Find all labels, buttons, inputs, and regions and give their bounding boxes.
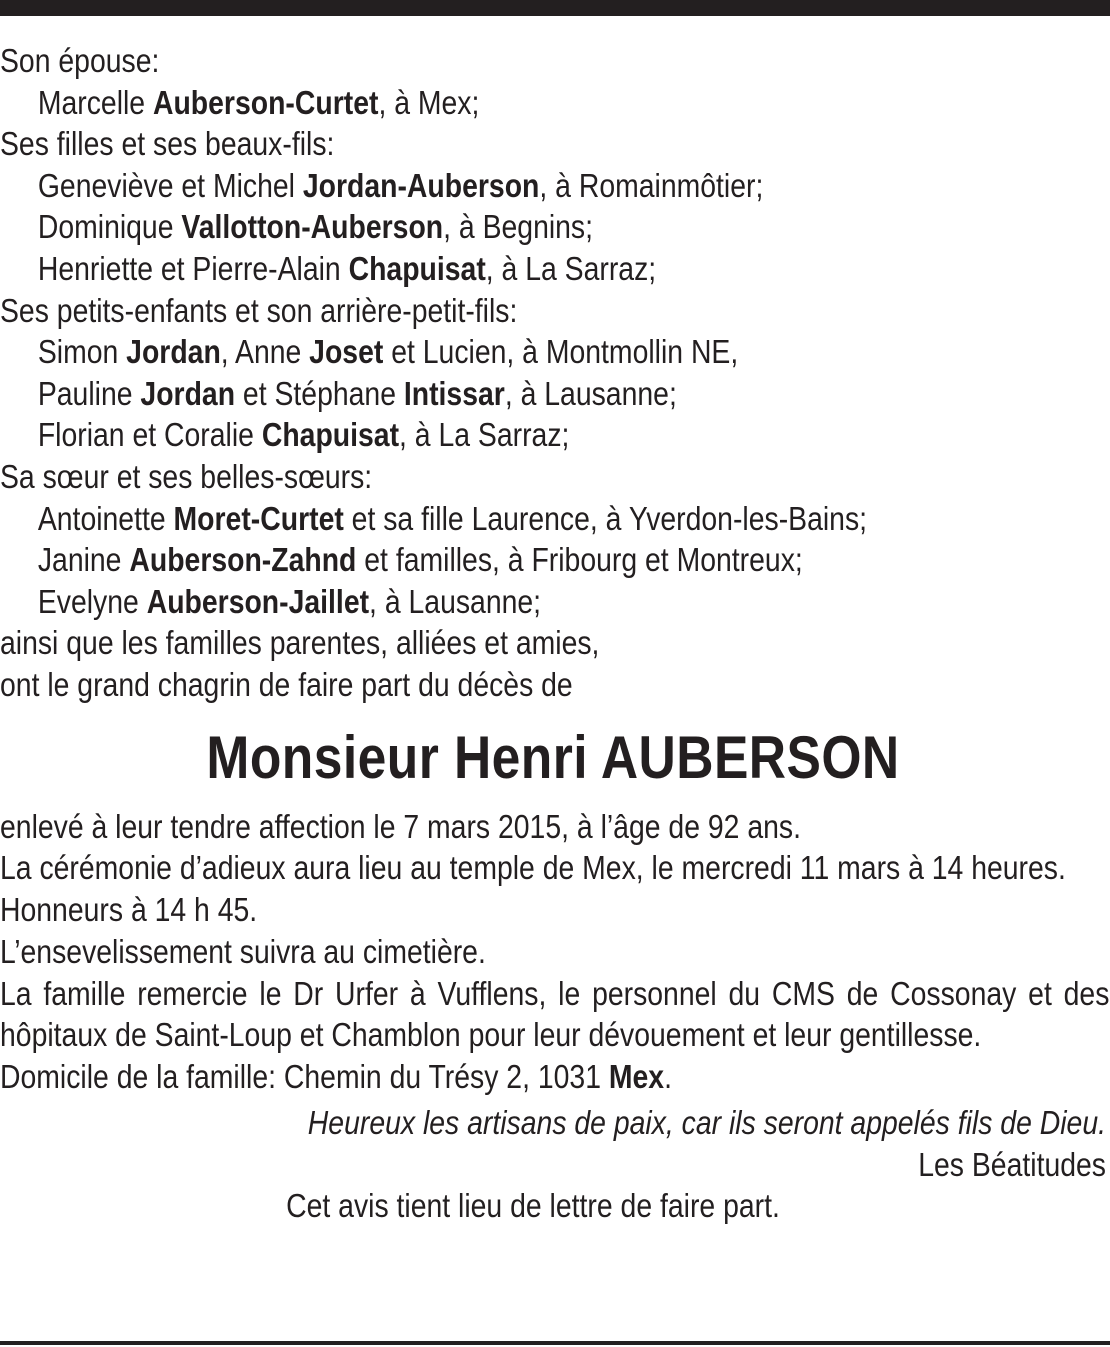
notice-line-text: Cet avis tient lieu de lettre de faire part. xyxy=(286,1187,780,1225)
family-heading: Ses filles et ses beaux-fils: xyxy=(0,125,335,163)
thanks-text: La famille remercie le Dr Urfer à Vufflens, le personnel du CMS de Cossonay et des hôpitaux de Saint-Loup et Chamblon pour leur dévouement et leur gentillesse. xyxy=(0,974,1110,1054)
family-text: , à La Sarraz; xyxy=(399,416,570,454)
burial-text: L’ensevelissement suivra au cimetière. xyxy=(0,932,486,970)
family-heading: ont le grand chagrin de faire part du décès de xyxy=(0,665,573,703)
family-entry xyxy=(0,331,951,373)
family-text: Evelyne xyxy=(37,582,147,620)
family-entry xyxy=(0,206,951,248)
quote-source-text: Les Béatitudes xyxy=(918,1145,1106,1183)
family-text: Antoinette xyxy=(37,499,174,537)
passing-text: enlevé à leur tendre affection le 7 mars 2015, à l’âge de 92 ans. xyxy=(0,807,801,845)
family-heading: Sa sœur et ses belles-sœurs: xyxy=(0,457,373,495)
family-surname: Vallotton-Auberson xyxy=(181,208,444,246)
family-entry xyxy=(0,539,951,581)
family-text: et familles, à Fribourg et Montreux; xyxy=(356,541,803,579)
family-heading: Ses petits-enfants et son arrière-petit-fils: xyxy=(0,291,518,329)
family-text: Pauline xyxy=(37,374,141,412)
top-rule xyxy=(0,0,1110,16)
family-entry xyxy=(0,498,951,540)
family-text: , à Begnins; xyxy=(443,208,594,246)
quote-source xyxy=(0,1144,1106,1186)
ceremony-text: La cérémonie d’adieux aura lieu au temple de Mex, le mercredi 11 mars à 14 heures. xyxy=(0,849,1066,887)
family-surname: Intissar xyxy=(403,374,505,412)
family-surname: Auberson-Curtet xyxy=(152,83,379,121)
family-entry xyxy=(0,165,951,207)
family-text: , à Mex; xyxy=(378,83,480,121)
family-entry xyxy=(0,414,951,456)
family-surname: Chapuisat xyxy=(261,416,400,454)
family-surname: Auberson-Zahnd xyxy=(129,541,357,579)
domicile-address: Domicile de la famille: Chemin du Trésy 2, 1031 xyxy=(0,1058,609,1096)
family-surname: Auberson-Jaillet xyxy=(146,582,370,620)
family-text: , à Lausanne; xyxy=(504,374,677,412)
family-text: Marcelle xyxy=(37,83,153,121)
domicile-text xyxy=(0,1056,1106,1098)
family-surname: Jordan xyxy=(140,374,236,412)
scripture-quote-text: Heureux les artisans de paix, car ils seront appelés fils de Dieu. xyxy=(307,1104,1106,1142)
family-text: , à Romainmôtier; xyxy=(539,166,764,204)
notice-line xyxy=(0,1185,1106,1227)
bottom-rule xyxy=(0,1341,1110,1345)
family-text: , à Lausanne; xyxy=(369,582,542,620)
family-surname: Jordan-Auberson xyxy=(302,166,540,204)
domicile-place: Mex xyxy=(608,1058,665,1096)
family-text: et sa fille Laurence, à Yverdon-les-Bains; xyxy=(343,499,868,537)
family-surname: Jordan xyxy=(126,333,221,371)
family-entry xyxy=(0,581,951,623)
family-entry xyxy=(0,248,951,290)
family-surname: Joset xyxy=(309,333,384,371)
scripture-quote xyxy=(0,1102,1106,1144)
honours-text: Honneurs à 14 h 45. xyxy=(0,891,258,929)
family-heading: Son épouse: xyxy=(0,42,160,79)
family-heading: ainsi que les familles parentes, alliées et amies, xyxy=(0,624,600,662)
family-text: Simon xyxy=(37,333,127,371)
family-text: Geneviève et Michel xyxy=(37,166,303,204)
family-text: Florian et Coralie xyxy=(37,416,262,454)
family-entry xyxy=(0,82,951,124)
family-list xyxy=(0,40,1106,706)
family-text: , Anne xyxy=(220,333,310,371)
family-entry xyxy=(0,373,951,415)
family-text: et Stéphane xyxy=(235,374,404,412)
family-surname: Chapuisat xyxy=(348,249,486,287)
obituary-notice xyxy=(0,40,1110,1227)
family-text: et Lucien, à Montmollin NE, xyxy=(383,333,739,371)
family-surname: Moret-Curtet xyxy=(173,499,344,537)
domicile-end: . xyxy=(664,1058,672,1096)
family-text: , à La Sarraz; xyxy=(485,249,657,287)
family-text: Dominique xyxy=(37,208,182,246)
family-text: Janine xyxy=(37,541,130,579)
deceased-name: Monsieur Henri AUBERSON xyxy=(206,723,900,791)
family-text: Henriette et Pierre-Alain xyxy=(37,249,349,287)
